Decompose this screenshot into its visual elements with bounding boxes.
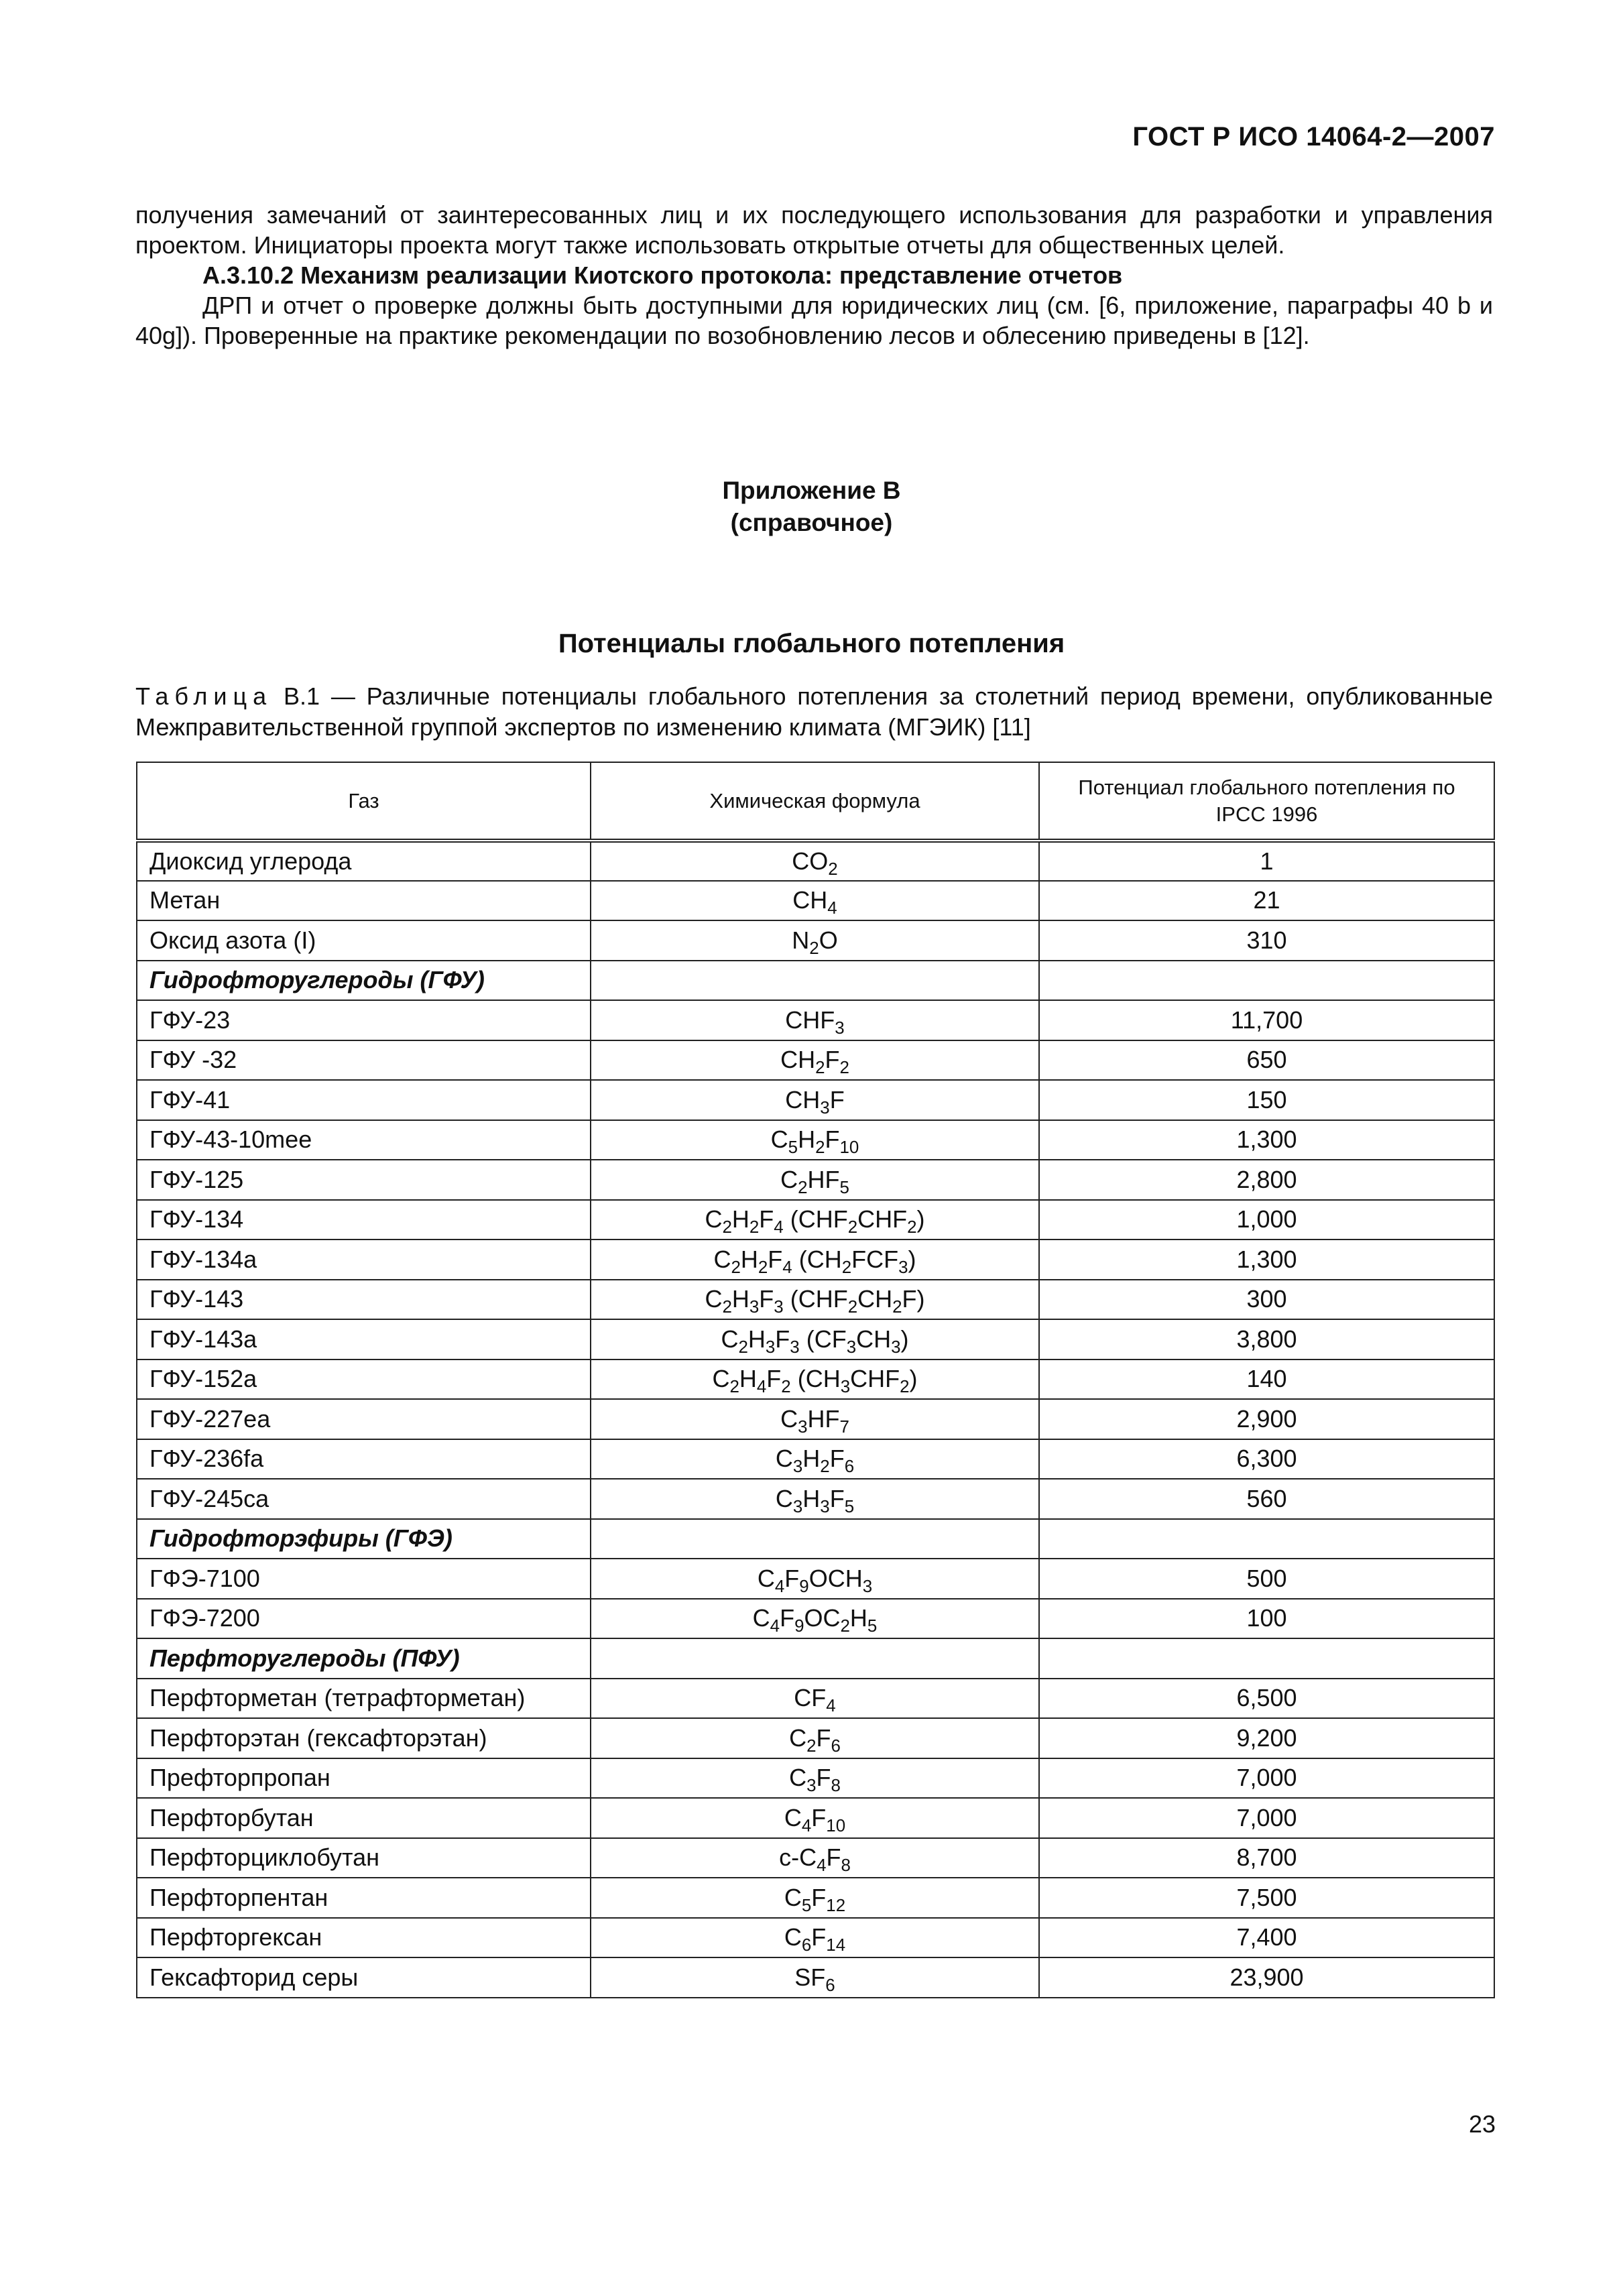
table-row xyxy=(137,841,1494,881)
gwp-value-cell: 21 xyxy=(1039,881,1494,921)
gwp-value-cell: 140 xyxy=(1039,1360,1494,1400)
header-gas: Газ xyxy=(137,762,591,841)
gas-name-cell: ГФЭ-7100 xyxy=(137,1559,591,1599)
table-row xyxy=(137,1878,1494,1918)
appendix-title: Приложение В xyxy=(722,477,901,504)
gwp-value-cell: 1,300 xyxy=(1039,1120,1494,1160)
chemical-formula-cell: $CH_2F_2$ xyxy=(591,1040,1039,1081)
chemical-formula-cell: $C_3F_8$ xyxy=(591,1758,1039,1799)
gas-name-cell: ГФЭ-7200 xyxy=(137,1599,591,1639)
gas-name-cell: ГФУ-236fa xyxy=(137,1439,591,1479)
chemical-formula-cell: $C_5F_{12}$ xyxy=(591,1878,1039,1918)
table-category-row xyxy=(137,961,1494,1001)
gwp-value-cell: 7,500 xyxy=(1039,1878,1494,1918)
table-caption-label: Таблица xyxy=(135,682,273,710)
gas-name-cell: Перфторпентан xyxy=(137,1878,591,1918)
chemical-formula-cell: $C_4F_9OC_2H_5$ xyxy=(591,1599,1039,1639)
gas-name-cell: Гидрофторэфиры (ГФЭ) xyxy=(137,1519,591,1559)
gas-name-cell: ГФУ-245са xyxy=(137,1479,591,1519)
table-category-row xyxy=(137,1638,1494,1679)
chemical-formula-cell: $CO_2$ xyxy=(591,841,1039,881)
chemical-formula-cell xyxy=(591,961,1039,1001)
gas-name-cell: ГФУ -32 xyxy=(137,1040,591,1081)
chemical-formula-cell xyxy=(591,1519,1039,1559)
gas-name-cell: Оксид азота (I) xyxy=(137,920,591,961)
gas-name-cell: Гидрофторуглероды (ГФУ) xyxy=(137,961,591,1001)
gas-name-cell: ГФУ-227еа xyxy=(137,1399,591,1439)
section-title: Потенциалы глобального потепления xyxy=(558,629,1065,658)
table-row xyxy=(137,1399,1494,1439)
gwp-value-cell: 1,000 xyxy=(1039,1200,1494,1240)
chemical-formula-cell: $C_5H_2F_{10}$ xyxy=(591,1120,1039,1160)
chemical-formula-cell: $CH_4$ xyxy=(591,881,1039,921)
gwp-value-cell: 2,900 xyxy=(1039,1399,1494,1439)
chemical-formula-cell: $C_2H_3F_3$ $(CF_3CH_3)$ xyxy=(591,1319,1039,1360)
gwp-value-cell: 560 xyxy=(1039,1479,1494,1519)
table-row xyxy=(137,1559,1494,1599)
gwp-value-cell: 100 xyxy=(1039,1599,1494,1639)
gwp-value-cell xyxy=(1039,1638,1494,1679)
page-number: 23 xyxy=(1468,2110,1496,2138)
table-row xyxy=(137,1679,1494,1719)
chemical-formula-cell: $C_4F_{10}$ xyxy=(591,1798,1039,1838)
gas-name-cell: ГФУ-43-10mee xyxy=(137,1120,591,1160)
gas-name-cell: ГФУ-125 xyxy=(137,1160,591,1200)
chemical-formula-cell: $C_3HF_7$ xyxy=(591,1399,1039,1439)
table-row xyxy=(137,920,1494,961)
table-row xyxy=(137,1319,1494,1360)
chemical-formula-cell: $SF_6$ xyxy=(591,1957,1039,1998)
chemical-formula-cell: $C_2H_3F_3$ $(CHF_2CH_2F)$ xyxy=(591,1280,1039,1320)
table-header-row xyxy=(137,762,1494,841)
chemical-formula-cell: $CF_4$ xyxy=(591,1679,1039,1719)
gas-name-cell: Перфторгексан xyxy=(137,1918,591,1958)
gwp-value-cell: 8,700 xyxy=(1039,1838,1494,1878)
chemical-formula-cell: $CHF_3$ xyxy=(591,1000,1039,1040)
table-row xyxy=(137,1160,1494,1200)
gwp-value-cell xyxy=(1039,961,1494,1001)
table-row xyxy=(137,1599,1494,1639)
chemical-formula-cell: $C_6F_{14}$ xyxy=(591,1918,1039,1958)
chemical-formula-cell xyxy=(591,1638,1039,1679)
gwp-table xyxy=(136,762,1495,1998)
chemical-formula-cell: $CH_3F$ xyxy=(591,1080,1039,1120)
table-row xyxy=(137,881,1494,921)
gwp-value-cell: 7,000 xyxy=(1039,1798,1494,1838)
gwp-value-cell xyxy=(1039,1519,1494,1559)
gas-name-cell: ГФУ-41 xyxy=(137,1080,591,1120)
intro-text xyxy=(135,200,1493,351)
table-row xyxy=(137,1758,1494,1799)
gwp-value-cell: 3,800 xyxy=(1039,1319,1494,1360)
gas-name-cell: Префторпропан xyxy=(137,1758,591,1799)
gas-name-cell: Перфторциклобутан xyxy=(137,1838,591,1878)
table-row xyxy=(137,1240,1494,1280)
gas-name-cell: ГФУ-134а xyxy=(137,1240,591,1280)
gwp-value-cell: 11,700 xyxy=(1039,1000,1494,1040)
gwp-value-cell: 2,800 xyxy=(1039,1160,1494,1200)
chemical-formula-cell: $c-C_4F_8$ xyxy=(591,1838,1039,1878)
gas-name-cell: Гексафторид серы xyxy=(137,1957,591,1998)
chemical-formula-cell: $C_3H_3F_5$ xyxy=(591,1479,1039,1519)
gwp-value-cell: 650 xyxy=(1039,1040,1494,1081)
gwp-value-cell: 500 xyxy=(1039,1559,1494,1599)
table-row xyxy=(137,1120,1494,1160)
table-row xyxy=(137,1798,1494,1838)
gwp-value-cell: 300 xyxy=(1039,1280,1494,1320)
table-row xyxy=(137,1200,1494,1240)
chemical-formula-cell: $N_2O$ xyxy=(591,920,1039,961)
intro-paragraph-2: ДРП и отчет о проверке должны быть доступными для юридических лиц (см. [6, приложение, параграфы 40 b и 40g]). Проверенные на практике рекомендации по возобновлению лесов и облесению приведены в [12]. xyxy=(135,292,1493,349)
gwp-value-cell: 150 xyxy=(1039,1080,1494,1120)
appendix-subtitle: (справочное) xyxy=(730,509,893,536)
gas-name-cell: Перфторметан (тетрафторметан) xyxy=(137,1679,591,1719)
table-row xyxy=(137,1718,1494,1758)
table-caption-text: В.1 — Различные потенциалы глобального потепления за столетний период времени, опубликованные Межправительственной группой экспертов по изменению климата (МГЭИК) [11] xyxy=(135,682,1493,741)
table-row xyxy=(137,1040,1494,1081)
header-gwp: Потенциал глобального потепления по IPCC 1996 xyxy=(1039,762,1494,841)
table-row xyxy=(137,1000,1494,1040)
gas-name-cell: Перфторбутан xyxy=(137,1798,591,1838)
header-formula: Химическая формула xyxy=(591,762,1039,841)
chemical-formula-cell: $C_2F_6$ xyxy=(591,1718,1039,1758)
subsection-heading: А.3.10.2 Механизм реализации Киотского протокола: представление отчетов xyxy=(202,261,1123,289)
table-row xyxy=(137,1080,1494,1120)
chemical-formula-cell: $C_4F_9OCH_3$ xyxy=(591,1559,1039,1599)
gwp-value-cell: 6,500 xyxy=(1039,1679,1494,1719)
gas-name-cell: Метан xyxy=(137,881,591,921)
gas-name-cell: Перфторуглероды (ПФУ) xyxy=(137,1638,591,1679)
chemical-formula-cell: $C_2H_2F_4$ $(CH_2FCF_3)$ xyxy=(591,1240,1039,1280)
table-row xyxy=(137,1360,1494,1400)
gwp-value-cell: 1,300 xyxy=(1039,1240,1494,1280)
table-category-row xyxy=(137,1519,1494,1559)
gwp-value-cell: 310 xyxy=(1039,920,1494,961)
gas-name-cell: ГФУ-143 xyxy=(137,1280,591,1320)
gas-name-cell: ГФУ-23 xyxy=(137,1000,591,1040)
gwp-value-cell: 23,900 xyxy=(1039,1957,1494,1998)
intro-paragraph: получения замечаний от заинтересованных лиц и их последующего использования для разработки и управления проектом. Инициаторы проекта могут также использовать открытые отчеты для общественных целей. xyxy=(135,201,1493,259)
gwp-value-cell: 1 xyxy=(1039,841,1494,881)
chemical-formula-cell: $C_2H_2F_4$ $(CHF_2CHF_2)$ xyxy=(591,1200,1039,1240)
gwp-value-cell: 7,400 xyxy=(1039,1918,1494,1958)
table-row xyxy=(137,1439,1494,1479)
gwp-value-cell: 7,000 xyxy=(1039,1758,1494,1799)
table-row xyxy=(137,1957,1494,1998)
table-row xyxy=(137,1838,1494,1878)
table-row xyxy=(137,1280,1494,1320)
chemical-formula-cell: $C_2H_4F_2$ $(CH_3CHF_2)$ xyxy=(591,1360,1039,1400)
table-caption xyxy=(135,681,1493,743)
gas-name-cell: ГФУ-134 xyxy=(137,1200,591,1240)
chemical-formula-cell: $C_2HF_5$ xyxy=(591,1160,1039,1200)
gas-name-cell: Перфторэтан (гексафторэтан) xyxy=(137,1718,591,1758)
gas-name-cell: ГФУ-143а xyxy=(137,1319,591,1360)
gas-name-cell: Диоксид углерода xyxy=(137,841,591,881)
document-code: ГОСТ Р ИСО 14064-2—2007 xyxy=(1132,122,1495,152)
gwp-value-cell: 6,300 xyxy=(1039,1439,1494,1479)
chemical-formula-cell: $C_3H_2F_6$ xyxy=(591,1439,1039,1479)
gas-name-cell: ГФУ-152а xyxy=(137,1360,591,1400)
table-row xyxy=(137,1918,1494,1958)
table-row xyxy=(137,1479,1494,1519)
gwp-value-cell: 9,200 xyxy=(1039,1718,1494,1758)
